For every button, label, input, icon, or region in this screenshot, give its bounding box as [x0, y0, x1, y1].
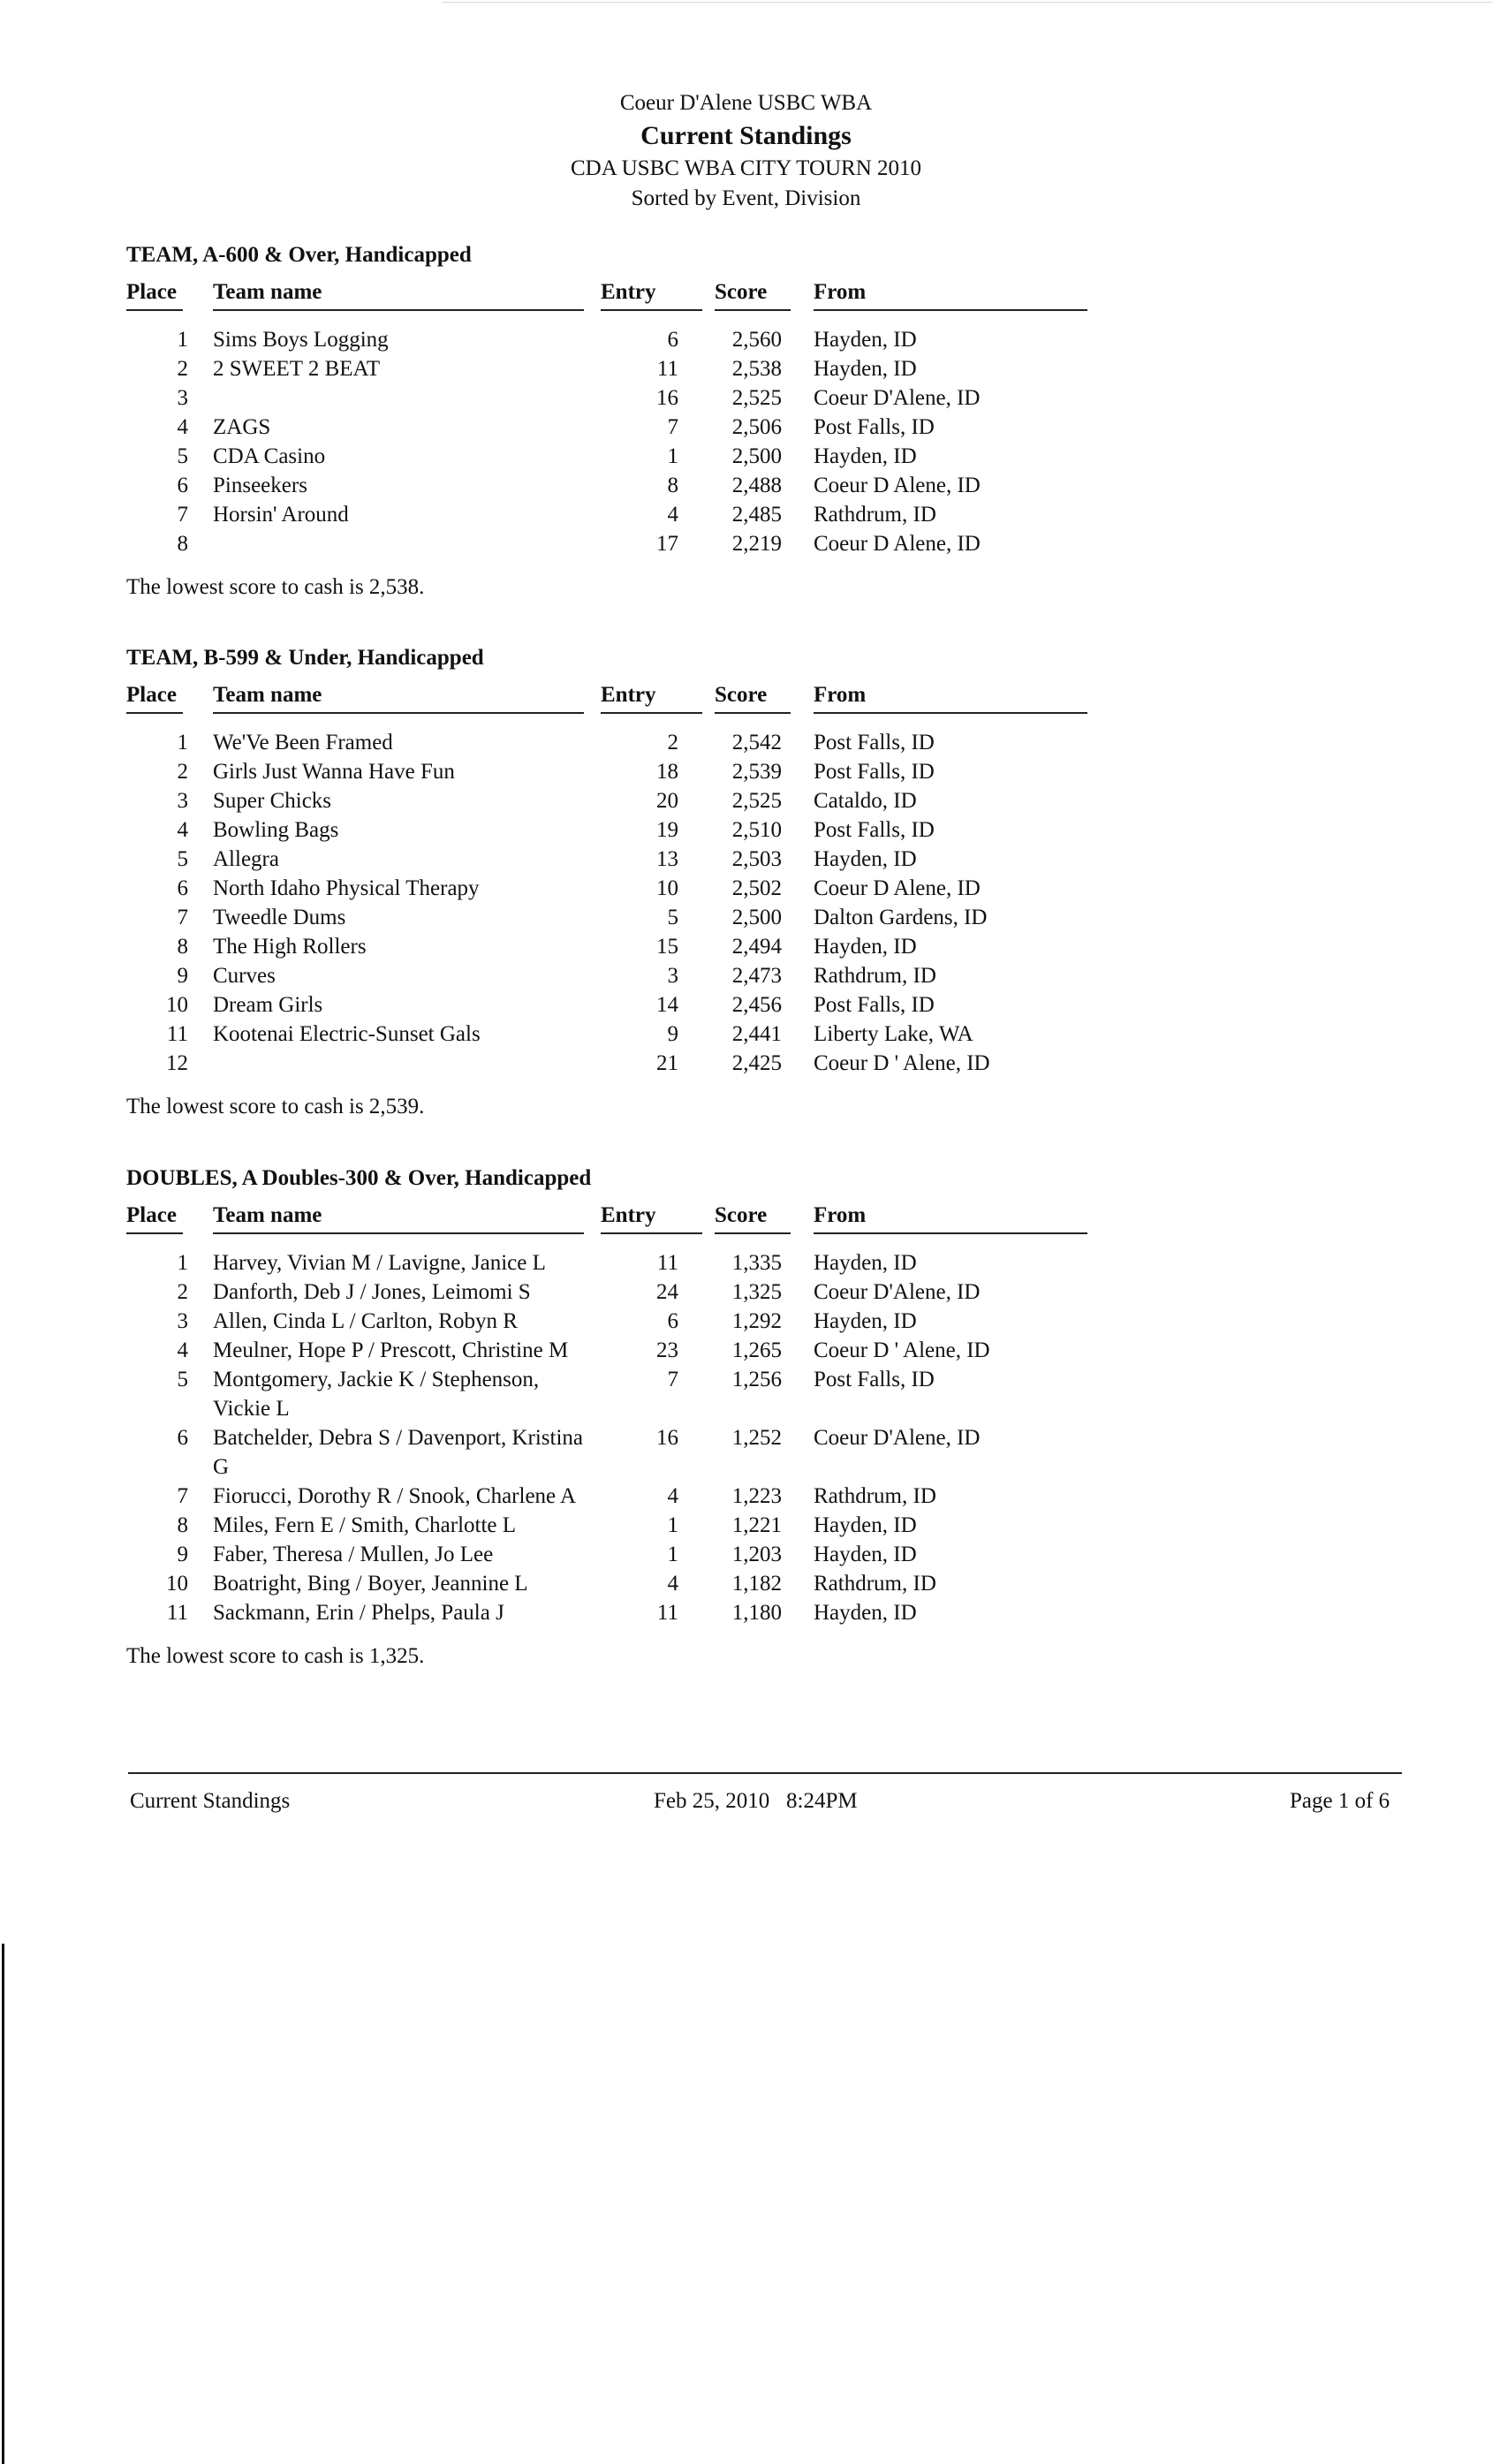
col-team-name: Team name	[213, 1201, 584, 1234]
entry-cell: 16	[656, 1426, 678, 1450]
place-cell: 11	[166, 1601, 188, 1625]
report-header	[0, 88, 1492, 214]
table-row	[126, 354, 1089, 383]
from-cell: Coeur D Alene, ID	[814, 532, 981, 556]
score-cell: 2,500	[731, 444, 782, 468]
team-name-cell: Sackmann, Erin / Phelps, Paula J	[213, 1601, 504, 1625]
team-name-cell: Boatright, Bing / Boyer, Jeannine L	[213, 1572, 528, 1596]
from-cell: Coeur D ' Alene, ID	[814, 1338, 990, 1362]
col-team-name: Team name	[213, 277, 584, 311]
table-row	[126, 845, 1089, 874]
table-row	[126, 500, 1089, 529]
score-cell: 1,256	[731, 1368, 782, 1391]
entry-cell: 9	[667, 1022, 678, 1046]
entry-cell: 4	[667, 1572, 678, 1596]
team-name-cell: Kootenai Electric-Sunset Gals	[213, 1022, 481, 1046]
team-name-cell	[213, 1049, 588, 1078]
section-title: TEAM, A-600 & Over, Handicapped	[126, 243, 472, 267]
team-name-cell: Allegra	[213, 847, 279, 871]
column-headers	[126, 680, 1089, 721]
section-doubles-a	[126, 1164, 1089, 1672]
place-cell: 8	[177, 1513, 188, 1537]
table-row	[126, 442, 1089, 471]
place-cell: 5	[177, 847, 188, 871]
score-cell: 2,456	[731, 993, 782, 1017]
score-cell: 2,219	[731, 532, 782, 556]
team-name-cell: Batchelder, Debra S / Davenport, Kristina G	[213, 1426, 584, 1479]
team-name-cell: Bowling Bags	[213, 818, 339, 842]
column-headers	[126, 277, 1089, 318]
team-name-cell: We'Ve Been Framed	[213, 731, 393, 754]
team-name-cell: Sims Boys Logging	[213, 328, 389, 352]
table-row	[126, 1423, 1089, 1482]
from-cell: Coeur D'Alene, ID	[814, 386, 981, 410]
standings-rows	[126, 1248, 1089, 1627]
place-cell: 1	[177, 1251, 188, 1275]
table-row	[126, 815, 1089, 845]
scan-edge-mark	[2, 1944, 4, 2464]
place-cell: 5	[177, 1368, 188, 1391]
score-cell: 2,473	[731, 964, 782, 988]
sort-note: Sorted by Event, Division	[631, 186, 861, 210]
place-cell: 1	[177, 731, 188, 754]
table-row	[126, 1365, 1089, 1423]
from-cell: Hayden, ID	[814, 935, 917, 959]
entry-cell: 8	[667, 474, 678, 497]
page-number: Page 1 of 6	[1290, 1789, 1390, 1813]
team-name-cell: Pinseekers	[213, 474, 307, 497]
report-title: Current Standings	[640, 121, 852, 150]
place-cell: 8	[177, 935, 188, 959]
from-cell: Hayden, ID	[814, 357, 917, 381]
from-cell: Dalton Gardens, ID	[814, 906, 988, 929]
score-cell: 2,525	[731, 789, 782, 813]
from-cell: Hayden, ID	[814, 328, 917, 352]
table-row	[126, 932, 1089, 961]
table-row	[126, 529, 1089, 558]
place-cell: 6	[177, 474, 188, 497]
from-cell: Hayden, ID	[814, 1513, 917, 1537]
table-row	[126, 990, 1089, 1020]
score-cell: 2,538	[731, 357, 782, 381]
entry-cell: 15	[656, 935, 678, 959]
col-from: From	[814, 1201, 1087, 1234]
table-row	[126, 786, 1089, 815]
cash-note: The lowest score to cash is 2,539.	[126, 1095, 425, 1118]
team-name-cell: Tweedle Dums	[213, 906, 346, 929]
score-cell: 2,485	[731, 503, 782, 527]
place-cell: 12	[166, 1051, 188, 1075]
table-row	[126, 874, 1089, 903]
from-cell: Post Falls, ID	[814, 818, 935, 842]
team-name-cell	[213, 383, 588, 413]
place-cell: 2	[177, 357, 188, 381]
score-cell: 1,292	[731, 1309, 782, 1333]
col-place: Place	[126, 1201, 183, 1234]
score-cell: 2,502	[731, 876, 782, 900]
entry-cell: 11	[656, 1601, 678, 1625]
table-row	[126, 1049, 1089, 1078]
team-name-cell: Allen, Cinda L / Carlton, Robyn R	[213, 1309, 518, 1333]
table-row	[126, 413, 1089, 442]
from-cell: Post Falls, ID	[814, 415, 935, 439]
score-cell: 2,542	[731, 731, 782, 754]
entry-cell: 1	[667, 444, 678, 468]
table-row	[126, 1277, 1089, 1307]
entry-cell: 24	[656, 1280, 678, 1304]
entry-cell: 20	[656, 789, 678, 813]
score-cell: 2,503	[731, 847, 782, 871]
score-cell: 1,325	[731, 1280, 782, 1304]
footer-rule	[128, 1772, 1402, 1774]
place-cell: 7	[177, 503, 188, 527]
col-entry: Entry	[601, 680, 702, 714]
place-cell: 11	[166, 1022, 188, 1046]
from-cell: Liberty Lake, WA	[814, 1022, 973, 1046]
score-cell: 2,441	[731, 1022, 782, 1046]
entry-cell: 6	[667, 1309, 678, 1333]
standings-rows	[126, 325, 1089, 558]
team-name-cell: Super Chicks	[213, 789, 332, 813]
table-row	[126, 903, 1089, 932]
place-cell: 8	[177, 532, 188, 556]
entry-cell: 6	[667, 328, 678, 352]
place-cell: 4	[177, 415, 188, 439]
table-row	[126, 1598, 1089, 1627]
from-cell: Hayden, ID	[814, 1601, 917, 1625]
table-row	[126, 471, 1089, 500]
team-name-cell: Fiorucci, Dorothy R / Snook, Charlene A	[213, 1484, 577, 1508]
from-cell: Cataldo, ID	[814, 789, 917, 813]
score-cell: 1,203	[731, 1543, 782, 1566]
entry-cell: 7	[667, 1368, 678, 1391]
table-row	[126, 728, 1089, 757]
from-cell: Coeur D'Alene, ID	[814, 1280, 981, 1304]
section-team-b	[126, 643, 1089, 1122]
col-score: Score	[715, 277, 791, 311]
section-title: DOUBLES, A Doubles-300 & Over, Handicapped	[126, 1166, 592, 1190]
place-cell: 9	[177, 1543, 188, 1566]
place-cell: 6	[177, 876, 188, 900]
table-row	[126, 1248, 1089, 1277]
place-cell: 10	[166, 993, 188, 1017]
place-cell: 4	[177, 1338, 188, 1362]
place-cell: 3	[177, 789, 188, 813]
org-name: Coeur D'Alene USBC WBA	[619, 91, 873, 115]
table-row	[126, 961, 1089, 990]
col-from: From	[814, 277, 1087, 311]
entry-cell: 3	[667, 964, 678, 988]
entry-cell: 23	[656, 1338, 678, 1362]
col-place: Place	[126, 277, 183, 311]
from-cell: Post Falls, ID	[814, 1368, 935, 1391]
entry-cell: 4	[667, 1484, 678, 1508]
entry-cell: 13	[656, 847, 678, 871]
team-name-cell: Danforth, Deb J / Jones, Leimomi S	[213, 1280, 531, 1304]
col-team-name: Team name	[213, 680, 584, 714]
section-team-a	[126, 240, 1089, 603]
team-name-cell: ZAGS	[213, 415, 271, 439]
table-row	[126, 1336, 1089, 1365]
place-cell: 9	[177, 964, 188, 988]
team-name-cell: CDA Casino	[213, 444, 326, 468]
score-cell: 2,488	[731, 474, 782, 497]
from-cell: Coeur D ' Alene, ID	[814, 1051, 990, 1075]
from-cell: Hayden, ID	[814, 847, 917, 871]
from-cell: Rathdrum, ID	[814, 1484, 936, 1508]
team-name-cell: North Idaho Physical Therapy	[213, 876, 480, 900]
score-cell: 1,180	[731, 1601, 782, 1625]
col-score: Score	[715, 1201, 791, 1234]
table-row	[126, 1511, 1089, 1540]
place-cell: 4	[177, 818, 188, 842]
table-row	[126, 383, 1089, 413]
score-cell: 2,494	[731, 935, 782, 959]
footer-timestamp	[654, 1786, 858, 1816]
entry-cell: 19	[656, 818, 678, 842]
place-cell: 5	[177, 444, 188, 468]
score-cell: 1,223	[731, 1484, 782, 1508]
entry-cell: 18	[656, 760, 678, 784]
table-row	[126, 1540, 1089, 1569]
entry-cell: 16	[656, 386, 678, 410]
team-name-cell: 2 SWEET 2 BEAT	[213, 357, 381, 381]
place-cell: 7	[177, 906, 188, 929]
from-cell: Rathdrum, ID	[814, 1572, 936, 1596]
from-cell: Hayden, ID	[814, 1251, 917, 1275]
entry-cell: 4	[667, 503, 678, 527]
team-name-cell: Montgomery, Jackie K / Stephenson, Vickie L	[213, 1368, 540, 1421]
from-cell: Rathdrum, ID	[814, 503, 936, 527]
tournament-name: CDA USBC WBA CITY TOURN 2010	[570, 156, 922, 180]
team-name-cell: Meulner, Hope P / Prescott, Christine M	[213, 1338, 569, 1362]
place-cell: 3	[177, 1309, 188, 1333]
place-cell: 10	[166, 1572, 188, 1596]
score-cell: 1,335	[731, 1251, 782, 1275]
col-score: Score	[715, 680, 791, 714]
score-cell: 1,252	[731, 1426, 782, 1450]
entry-cell: 1	[667, 1543, 678, 1566]
entry-cell: 11	[656, 1251, 678, 1275]
from-cell: Post Falls, ID	[814, 993, 935, 1017]
cash-note: The lowest score to cash is 2,538.	[126, 575, 425, 599]
footer-date: Feb 25, 2010	[654, 1789, 770, 1813]
place-cell: 3	[177, 386, 188, 410]
cash-note: The lowest score to cash is 1,325.	[126, 1644, 425, 1668]
table-row	[126, 1307, 1089, 1336]
team-name-cell: Girls Just Wanna Have Fun	[213, 760, 455, 784]
score-cell: 2,510	[731, 818, 782, 842]
score-cell: 2,525	[731, 386, 782, 410]
from-cell: Coeur D Alene, ID	[814, 474, 981, 497]
team-name-cell: Harvey, Vivian M / Lavigne, Janice L	[213, 1251, 546, 1275]
team-name-cell: Miles, Fern E / Smith, Charlotte L	[213, 1513, 517, 1537]
score-cell: 1,182	[731, 1572, 782, 1596]
team-name-cell: Curves	[213, 964, 276, 988]
score-cell: 1,265	[731, 1338, 782, 1362]
score-cell: 2,500	[731, 906, 782, 929]
place-cell: 2	[177, 1280, 188, 1304]
section-title: TEAM, B-599 & Under, Handicapped	[126, 646, 484, 670]
score-cell: 2,560	[731, 328, 782, 352]
entry-cell: 5	[667, 906, 678, 929]
entry-cell: 10	[656, 876, 678, 900]
table-row	[126, 325, 1089, 354]
from-cell: Post Falls, ID	[814, 731, 935, 754]
score-cell: 2,539	[731, 760, 782, 784]
score-cell: 2,506	[731, 415, 782, 439]
from-cell: Rathdrum, ID	[814, 964, 936, 988]
from-cell: Hayden, ID	[814, 1543, 917, 1566]
team-name-cell	[213, 529, 588, 558]
entry-cell: 7	[667, 415, 678, 439]
table-row	[126, 1020, 1089, 1049]
entry-cell: 2	[667, 731, 678, 754]
scan-edge-line	[442, 2, 1492, 3]
footer-label: Current Standings	[130, 1789, 291, 1813]
team-name-cell: Faber, Theresa / Mullen, Jo Lee	[213, 1543, 494, 1566]
place-cell: 6	[177, 1426, 188, 1450]
table-row	[126, 757, 1089, 786]
team-name-cell: Horsin' Around	[213, 503, 349, 527]
col-from: From	[814, 680, 1087, 714]
col-entry: Entry	[601, 277, 702, 311]
entry-cell: 14	[656, 993, 678, 1017]
entry-cell: 1	[667, 1513, 678, 1537]
from-cell: Post Falls, ID	[814, 760, 935, 784]
score-cell: 1,221	[731, 1513, 782, 1537]
from-cell: Hayden, ID	[814, 444, 917, 468]
standings-rows	[126, 728, 1089, 1078]
place-cell: 1	[177, 328, 188, 352]
from-cell: Hayden, ID	[814, 1309, 917, 1333]
entry-cell: 21	[656, 1051, 678, 1075]
place-cell: 2	[177, 760, 188, 784]
entry-cell: 17	[656, 532, 678, 556]
column-headers	[126, 1201, 1089, 1241]
col-entry: Entry	[601, 1201, 702, 1234]
from-cell: Coeur D Alene, ID	[814, 876, 981, 900]
col-place: Place	[126, 680, 183, 714]
table-row	[126, 1482, 1089, 1511]
entry-cell: 11	[656, 357, 678, 381]
team-name-cell: The High Rollers	[213, 935, 367, 959]
table-row	[126, 1569, 1089, 1598]
footer-time: 8:24PM	[786, 1789, 858, 1813]
team-name-cell: Dream Girls	[213, 993, 323, 1017]
place-cell: 7	[177, 1484, 188, 1508]
from-cell: Coeur D'Alene, ID	[814, 1426, 981, 1450]
score-cell: 2,425	[731, 1051, 782, 1075]
